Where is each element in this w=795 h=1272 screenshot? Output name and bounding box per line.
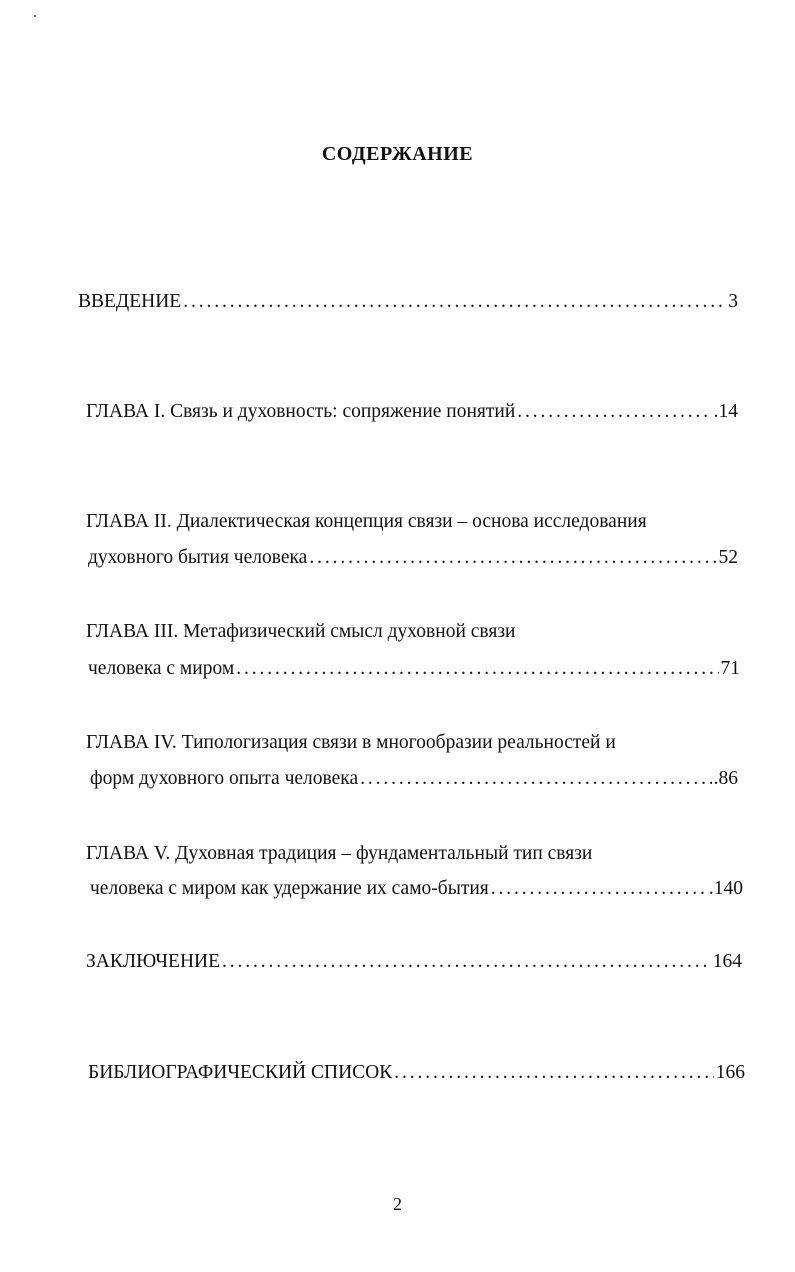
- toc-leader-dots: [360, 766, 712, 792]
- toc-entry-chapter-3-line1[interactable]: ГЛАВА III. Метафизический смысл духовной связи: [86, 621, 516, 642]
- toc-page-number: 166: [715, 1062, 745, 1083]
- page-number: 2: [393, 1194, 402, 1214]
- toc-page-number: 3: [728, 291, 738, 312]
- toc-entry-conclusion[interactable]: [86, 949, 742, 975]
- toc-entry-label: БИБЛИОГРАФИЧЕСКИЙ СПИСОК: [88, 1062, 393, 1083]
- toc-entry-label: ГЛАВА I. Связь и духовность: сопряжение понятий: [86, 401, 516, 422]
- toc-leader-dots: [309, 545, 716, 571]
- toc-leader-dots: [236, 656, 718, 682]
- toc-leader-dots: [517, 399, 711, 425]
- toc-page-number: .86: [713, 768, 738, 789]
- toc-entry-intro[interactable]: [78, 289, 738, 315]
- toc-entry-bibliography[interactable]: [88, 1060, 745, 1086]
- toc-leader-dots: [183, 289, 726, 315]
- toc-page-number: 52: [718, 547, 738, 568]
- toc-entry-chapter-4-line1[interactable]: ГЛАВА IV. Типологизация связи в многообразии реальностей и: [86, 732, 616, 753]
- toc-leader-dots: [394, 1060, 714, 1086]
- toc-entry-chapter-2[interactable]: [88, 545, 738, 571]
- toc-entry-label: духовного бытия человека: [88, 547, 308, 568]
- toc-leader-dots: [222, 949, 711, 975]
- toc-entry-label: форм духовного опыта человека: [90, 768, 359, 789]
- toc-page-number: 71: [720, 658, 740, 679]
- toc-entry-label: ЗАКЛЮЧЕНИЕ: [86, 951, 221, 972]
- toc-page-number: .140: [708, 878, 743, 899]
- toc-entry-label: человека с миром как удержание их само-бытия: [90, 878, 489, 899]
- toc-entry-chapter-3[interactable]: [88, 656, 740, 682]
- toc-page-number: .14: [713, 401, 738, 422]
- toc-entry-chapter-4[interactable]: [90, 766, 738, 792]
- toc-entry-chapter-5-line1[interactable]: ГЛАВА V. Духовная традиция – фундаментальный тип связи: [86, 843, 593, 864]
- toc-entry-label: человека с миром: [88, 658, 235, 679]
- toc-entry-chapter-1[interactable]: [86, 399, 738, 425]
- toc-leader-dots: [491, 876, 707, 902]
- toc-entry-chapter-2-line1[interactable]: ГЛАВА II. Диалектическая концепция связи – основа исследования: [86, 511, 647, 532]
- toc-page-number: 164: [712, 951, 742, 972]
- scan-speck: [34, 15, 36, 17]
- page-title: СОДЕРЖАНИЕ: [321, 143, 474, 165]
- toc-entry-chapter-5[interactable]: [90, 876, 743, 902]
- toc-entry-label: ВВЕДЕНИЕ: [78, 291, 182, 312]
